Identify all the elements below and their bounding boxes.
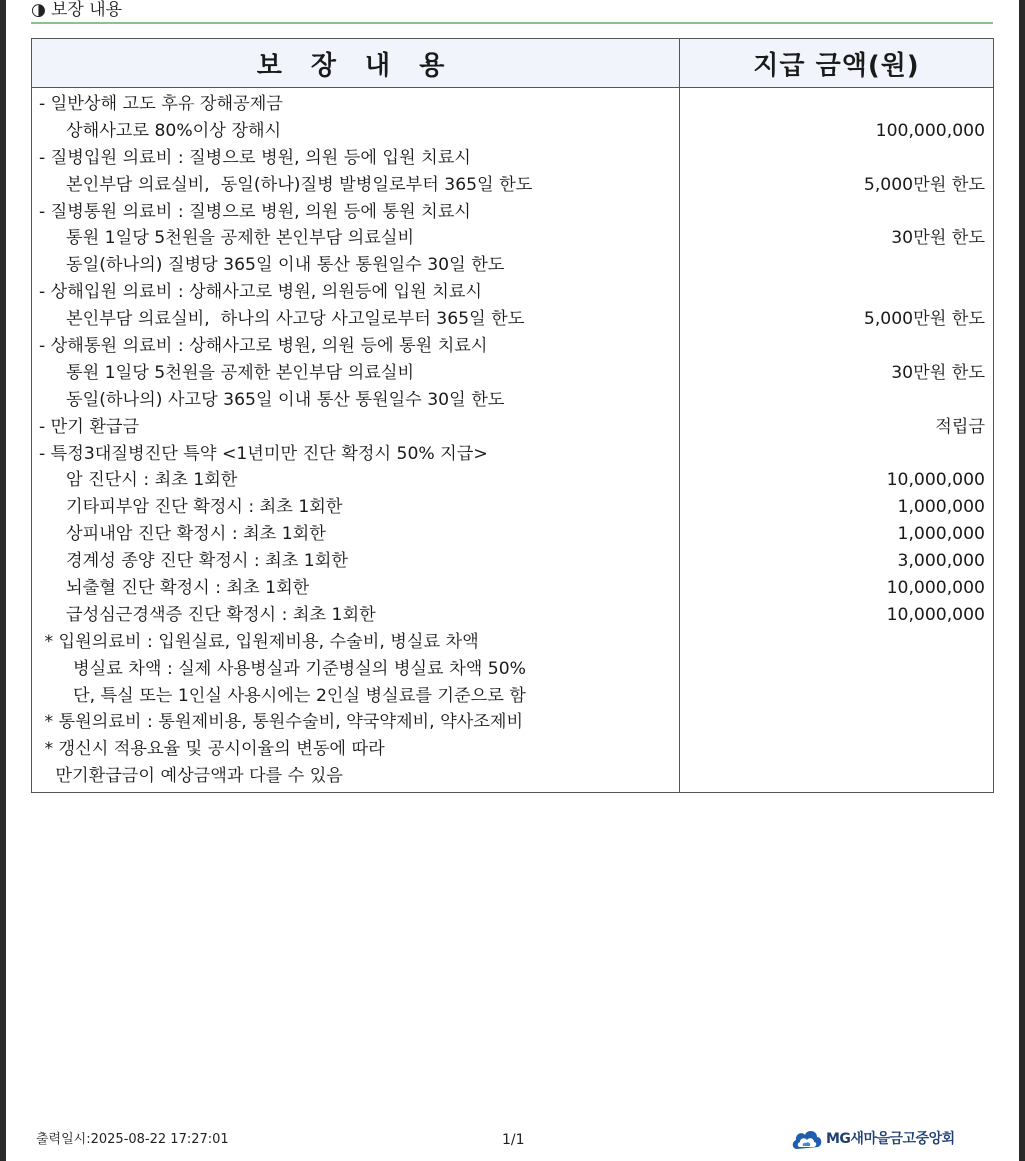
coverage-item-amount xyxy=(680,629,985,656)
coverage-item-amount xyxy=(680,441,985,468)
coverage-item-amount xyxy=(680,333,985,360)
coverage-item-amount: 10,000,000 xyxy=(886,470,985,491)
coverage-item-amount: 100,000,000 xyxy=(875,120,985,141)
coverage-item-amount: 5,000만원 한도 xyxy=(863,309,985,330)
coverage-item-text: 단, 특실 또는 1인실 사용시에는 2인실 병실료를 기준으로 함 xyxy=(73,685,526,706)
coverage-item-amount xyxy=(680,683,985,710)
coverage-item-amount xyxy=(680,709,985,736)
coverage-item-text: - 상해입원 의료비 : 상해사고로 병원, 의원등에 입원 치료시 xyxy=(39,282,483,303)
coverage-item-amount: 1,000,000 xyxy=(897,524,985,545)
table-body-row xyxy=(32,88,994,793)
coverage-item-text: 뇌출혈 진단 확정시 : 최초 1회한 xyxy=(66,578,310,599)
amount-cell xyxy=(680,88,994,793)
right-window-edge xyxy=(1019,0,1025,1161)
coverage-item-text: 통원 1일당 5천원을 공제한 본인부담 의료실비 xyxy=(66,362,415,383)
half-circle-icon: ◑ xyxy=(31,0,46,20)
coverage-item-text: 통원 1일당 5천원을 공제한 본인부담 의료실비 xyxy=(66,228,415,249)
coverage-item-text: 암 진단시 : 최초 1회한 xyxy=(66,470,238,491)
coverage-item-text: 기타피부암 진단 확정시 : 최초 1회한 xyxy=(66,497,343,518)
description-cell xyxy=(32,88,680,793)
coverage-item-amount xyxy=(680,91,985,118)
table-header-row xyxy=(32,39,994,88)
header-description: 보 장 내 용 xyxy=(32,39,680,88)
mg-cloud-logo-icon xyxy=(790,1125,824,1153)
coverage-item-text: 상피내암 진단 확정시 : 최초 1회한 xyxy=(66,524,326,545)
coverage-item-amount xyxy=(680,279,985,306)
coverage-item-amount xyxy=(680,199,985,226)
coverage-item-text: 만기환급금이 예상금액과 다를 수 있음 xyxy=(39,766,343,787)
coverage-item-text: 동일(하나의) 질병당 365일 이내 통산 통원일수 30일 한도 xyxy=(66,255,505,276)
coverage-item-amount xyxy=(680,252,985,279)
header-amount: 지급 금액(원) xyxy=(680,39,994,88)
coverage-item-text: * 통원의료비 : 통원제비용, 통원수술비, 약국약제비, 약사조제비 xyxy=(39,712,524,733)
coverage-item-amount xyxy=(680,656,985,683)
section-title: 보장 내용 xyxy=(51,0,123,20)
coverage-item-amount: 적립금 xyxy=(935,416,985,437)
coverage-item-text: - 일반상해 고도 후유 장해공제금 xyxy=(39,94,283,114)
section-header xyxy=(31,0,993,24)
coverage-item-text: - 질병통원 의료비 : 질병으로 병원, 의원 등에 통원 치료시 xyxy=(39,201,471,222)
page-footer xyxy=(0,1128,1025,1152)
coverage-item-text: 본인부담 의료실비, 동일(하나)질병 발병일로부터 365일 한도 xyxy=(66,174,533,195)
coverage-item-text: 상해사고로 80%이상 장해시 xyxy=(66,120,282,141)
coverage-item-amount: 3,000,000 xyxy=(897,551,985,572)
coverage-item-amount: 10,000,000 xyxy=(886,578,985,599)
coverage-item-text: 경계성 종양 진단 확정시 : 최초 1회한 xyxy=(66,551,348,572)
coverage-item-text: * 갱신시 적용요율 및 공시이율의 변동에 따라 xyxy=(39,739,385,760)
coverage-item-text: 본인부담 의료실비, 하나의 사고당 사고일로부터 365일 한도 xyxy=(66,309,525,330)
coverage-item-text: - 만기 환급금 xyxy=(39,416,140,437)
coverage-item-amount xyxy=(680,387,985,414)
print-timestamp: 출력일시:2025-08-22 17:27:01 xyxy=(36,1132,229,1147)
logo-text: MG새마을금고중앙회 xyxy=(826,1131,955,1147)
coverage-item-text: - 질병입원 의료비 : 질병으로 병원, 의원 등에 입원 치료시 xyxy=(39,147,471,168)
coverage-item-amount xyxy=(680,736,985,763)
coverage-item-text: * 입원의료비 : 입원실료, 입원제비용, 수술비, 병실료 차액 xyxy=(39,631,479,652)
coverage-item-text: - 특정3대질병진단 특약 <1년미만 진단 확정시 50% 지급> xyxy=(39,443,488,464)
coverage-item-text: 동일(하나의) 사고당 365일 이내 통산 통원일수 30일 한도 xyxy=(66,389,505,410)
mg-logo xyxy=(790,1125,955,1153)
coverage-item-text: 병실료 차액 : 실제 사용병실과 기준병실의 병실료 차액 50% xyxy=(73,658,526,679)
coverage-item-amount: 30만원 한도 xyxy=(891,228,985,249)
coverage-item-text: 급성심근경색증 진단 확정시 : 최초 1회한 xyxy=(66,604,376,625)
coverage-item-amount: 10,000,000 xyxy=(886,604,985,625)
coverage-item-text: - 상해통원 의료비 : 상해사고로 병원, 의원 등에 통원 치료시 xyxy=(39,336,488,357)
coverage-item-amount: 5,000만원 한도 xyxy=(863,174,985,195)
coverage-item-amount: 30만원 한도 xyxy=(891,362,985,383)
left-window-edge xyxy=(0,0,6,1161)
coverage-item-amount: 1,000,000 xyxy=(897,497,985,518)
coverage-item-amount xyxy=(680,763,985,790)
coverage-item-amount xyxy=(680,145,985,172)
page-number: 1/1 xyxy=(502,1132,525,1148)
coverage-table xyxy=(31,38,994,793)
